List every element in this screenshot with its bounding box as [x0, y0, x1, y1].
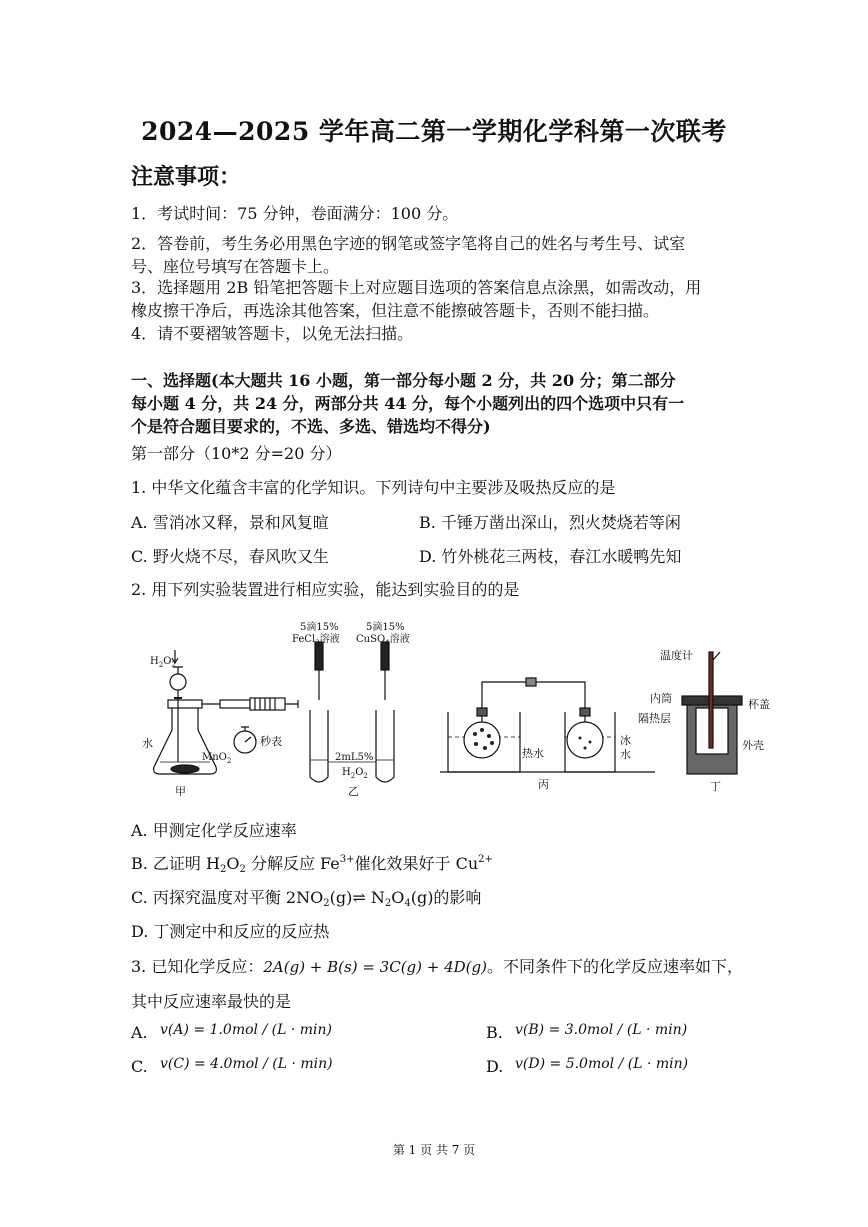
- q2-option-c: C. 丙探究温度对平衡 $2NO_2(g)\rightleftharpoons$ $N_2O_4(g)$的影响: [131, 888, 482, 909]
- page-footer: 第 1 页 共 7 页: [392, 1143, 476, 1157]
- q3-option-b-label: B.: [486, 1023, 503, 1042]
- svg-text:FeCl3溶液: FeCl$_3$溶液: [292, 634, 340, 647]
- q3-stem: 3. 已知化学反应：2A(g) + B(s) = 3C(g) + 4D(g)。不同条件下的化学反应速率如下，: [131, 957, 743, 976]
- page-title: 2024—2025 学年高二第一学期化学科第一次联考: [141, 117, 727, 146]
- q1-option-b: B. 千锤万凿出深山，烈火焚烧若等闲: [419, 513, 681, 532]
- label-water2: 水: [620, 748, 631, 761]
- q2-option-a: A. 甲测定化学反应速率: [131, 821, 297, 840]
- caption-yi: 乙: [348, 785, 359, 798]
- svg-text:H2O2: $H_2O_2$: [342, 767, 368, 780]
- q3-option-c: v(C) = 4.0mol / (L · min): [160, 1056, 333, 1072]
- notice-item: 3．选择题用 2B 铅笔把答题卡上对应题目选项的答案信息点涂黑，如需改动，用: [131, 278, 702, 297]
- q3-option-c-label: C.: [131, 1057, 148, 1076]
- notice-item: 号、座位号填写在答题卡上。: [131, 257, 340, 276]
- svg-text:5滴15%: 5滴15%: [300, 622, 339, 633]
- label-lid: 杯盖: [748, 698, 770, 711]
- label-ice: 冰: [620, 734, 631, 747]
- caption-jia: 甲: [175, 785, 186, 798]
- notice-item: 4．请不要褶皱答题卡，以免无法扫描。: [131, 324, 414, 343]
- caption-ding: 丁: [710, 780, 721, 793]
- label-water: 水: [142, 737, 153, 750]
- q3-option-a-label: A.: [131, 1023, 148, 1042]
- q3-option-d-label: D.: [486, 1057, 504, 1076]
- svg-text:5滴15%: 5滴15%: [366, 622, 405, 633]
- q1-option-c: C. 野火烧不尽，春风吹又生: [131, 547, 329, 566]
- q3-stem-2: 其中反应速率最快的是: [131, 992, 292, 1011]
- section-heading-line: 一、选择题(本大题共 16 小题，第一部分每小题 2 分，共 20 分；第二部分: [131, 371, 676, 390]
- q3-option-a: v(A) = 1.0mol / (L · min): [160, 1022, 332, 1038]
- notice-heading: 注意事项：: [131, 164, 242, 190]
- label-shell: 外壳: [742, 739, 764, 752]
- caption-bing: 丙: [538, 778, 549, 791]
- section-heading-line: 个是符合题目要求的，不选、多选、错选均不得分): [131, 417, 491, 436]
- q2-option-b: B. 乙证明 $H_2O_2$ 分解反应 $Fe^{3+}$催化效果好于 $Cu^{2+}$: [131, 854, 493, 875]
- svg-text:CuSO4溶液: CuSO$_4$溶液: [356, 634, 410, 647]
- svg-text:2mL5%: 2mL5%: [335, 752, 374, 763]
- section-heading-line: 每小题 4 分，共 24 分，两部分共 44 分，每个小题列出的四个选项中只有一: [131, 394, 685, 413]
- q3-option-b: v(B) = 3.0mol / (L · min): [515, 1022, 688, 1038]
- q3-option-d: v(D) = 5.0mol / (L · min): [515, 1056, 689, 1072]
- q2-option-d: D. 丁测定中和反应的反应热: [131, 922, 330, 941]
- q1-option-d: D. 竹外桃花三两枝，春江水暖鸭先知: [419, 547, 682, 566]
- apparatus-ding: [682, 652, 742, 774]
- q2-figure: [130, 612, 790, 807]
- label-insulation: 隔热层: [638, 712, 671, 725]
- q1-option-a: A. 雪消冰又释，景和风复暄: [131, 513, 329, 532]
- notice-item: 2．答卷前，考生务必用黑色字迹的钢笔或签字笔将自己的姓名与考生号、试室: [131, 234, 686, 253]
- label-hot-water: 热水: [522, 747, 544, 760]
- label-inner: 内筒: [650, 692, 672, 705]
- q2-stem: 2. 用下列实验装置进行相应实验，能达到实验目的的是: [131, 580, 520, 599]
- notice-item: 橡皮擦干净后，再选涂其他答案，但注意不能擦破答题卡，否则不能扫描。: [131, 301, 660, 320]
- part1-heading: 第一部分（10*2 分=20 分）: [131, 444, 342, 463]
- svg-text:H2O2: $H_2O_2$: [150, 656, 176, 669]
- svg-text:MnO2: MnO$_2$: [202, 752, 232, 765]
- label-stopwatch: 秒表: [260, 735, 282, 748]
- q1-stem: 1. 中华文化蕴含丰富的化学知识。下列诗句中主要涉及吸热反应的是: [131, 478, 616, 497]
- notice-item: 1．考试时间：75 分钟，卷面满分：100 分。: [131, 204, 459, 223]
- label-thermometer: 温度计: [660, 649, 693, 662]
